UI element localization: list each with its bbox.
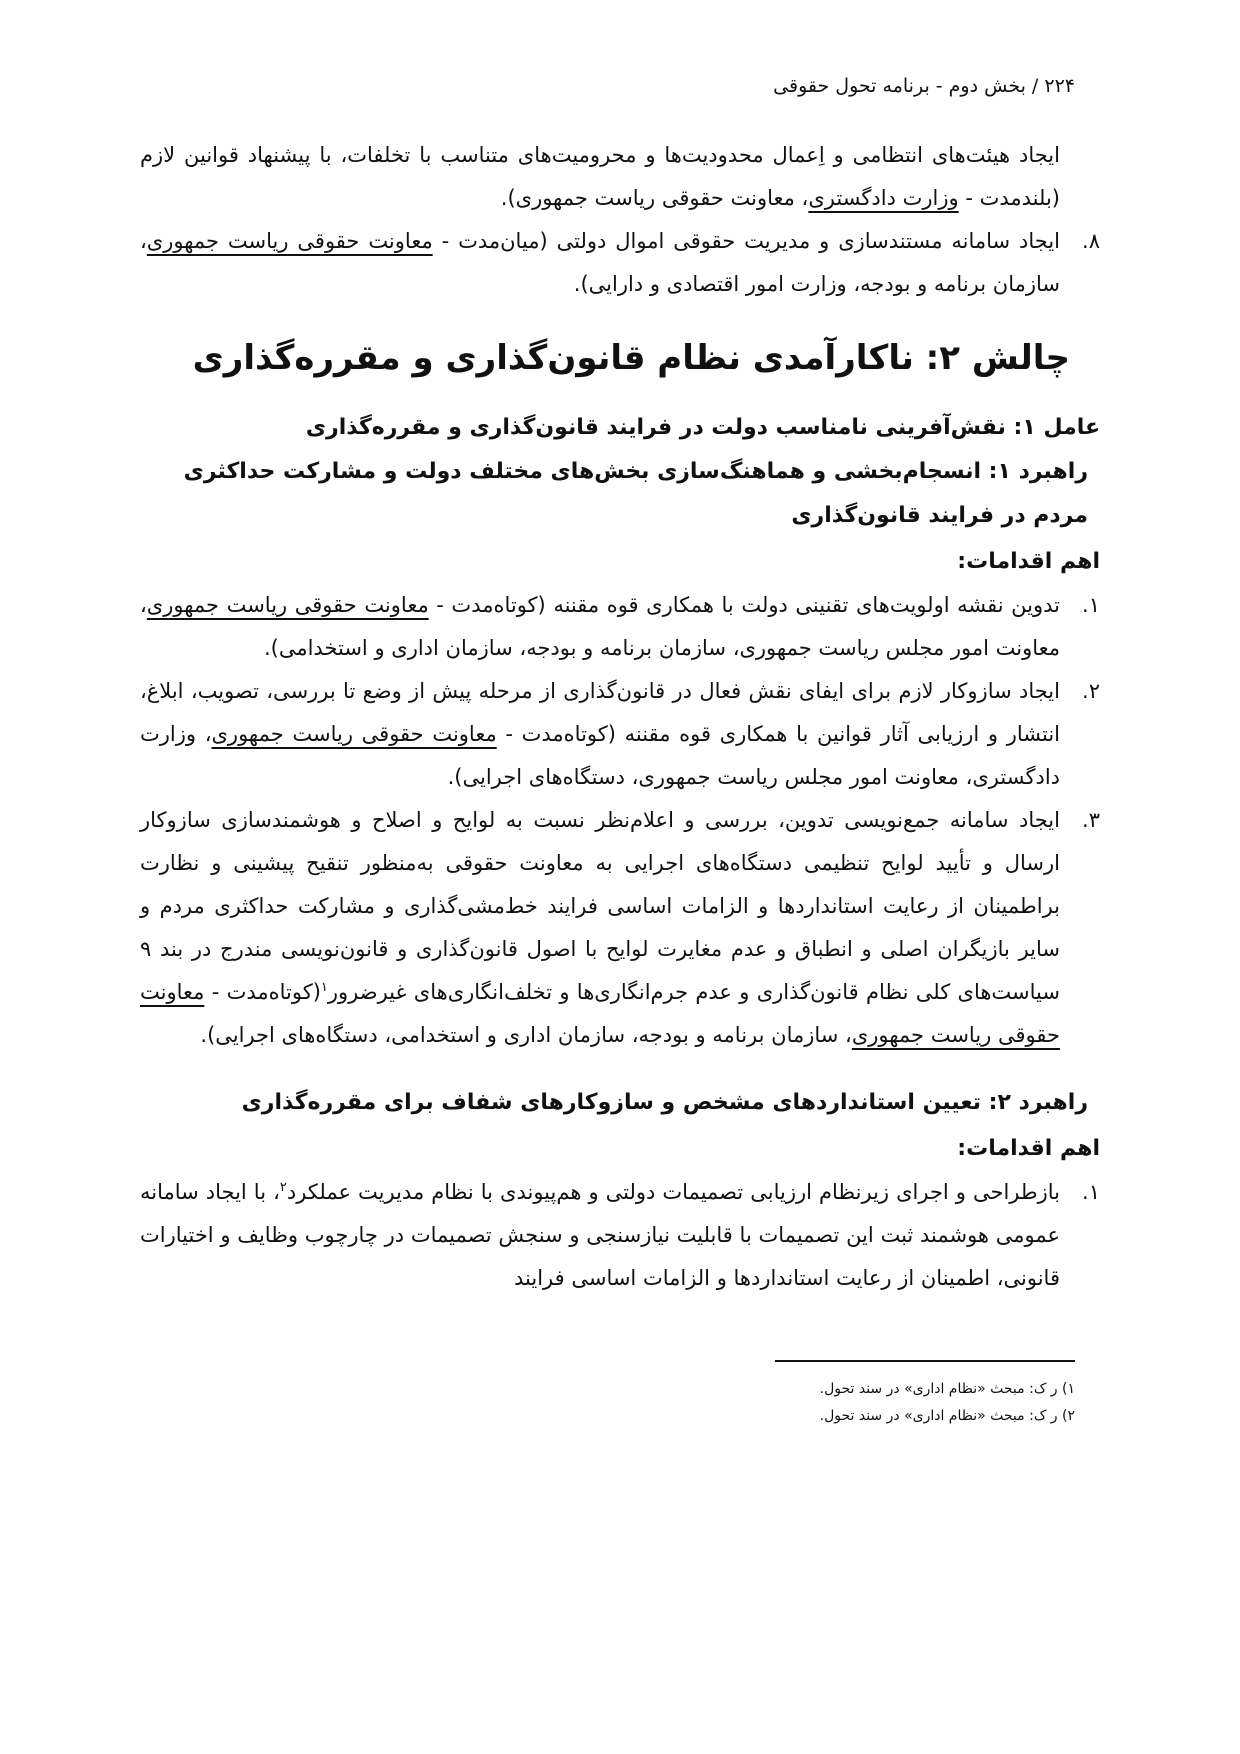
- item-text: [140, 593, 1060, 660]
- strategy-2-heading: راهبرد ۲: تعیین استانداردهای مشخص و سازوکارهای شفاف برای مقرره‌گذاری: [241, 1090, 1088, 1115]
- text-run: (کوتاه‌مدت -: [204, 980, 321, 1004]
- text-run: ، با ایجاد سامانه عمومی هوشمند ثبت این تصمیمات با قابلیت نیازسنجی و سنجش تصمیمات در چارچوب وظایف و اختیارات قانونی، اطمینان از رعایت استانداردها و الزامات اساسی فرایند: [140, 1180, 1060, 1290]
- text-run: ایجاد سامانه جمع‌نویسی تدوین، بررسی و اعلام‌نظر نسبت به لوایح و اصلاح و هوشمندسازی سازوکار ارسال و تأیید لوایح تنظیمی دستگاه‌های اجرایی به معاونت حقوقی به‌منظور تنقیح پیشینی و نظارت براطمینان از رعایت استانداردها و الزامات اساسی فرایند خط‌مشی‌گذاری و مشارکت حداکثری مردم و سایر بازیگران اصلی و انطباق و عدم مغایرت لوایح با اصول قانون‌گذاری و قانون‌نویسی مندرج در بند ۹ سیاست‌های کلی نظام قانون‌گذاری و عدم جرم‌انگاری‌ها و تخلف‌انگاری‌های غیرضرور: [140, 808, 1060, 1004]
- text-run: ، سازمان برنامه و بودجه، وزارت امور اقتصادی و دارایی).: [140, 229, 1060, 296]
- item-number: ۳.: [1082, 808, 1100, 832]
- item-text: [140, 808, 1060, 1047]
- item-number: ۲.: [1082, 679, 1100, 703]
- intro-item-7-continuation: [140, 134, 1100, 220]
- intro-item-8: [140, 220, 1100, 306]
- action-item: [140, 799, 1100, 1057]
- footnote-divider: [775, 1360, 1075, 1362]
- strategy-1-heading: راهبرد ۱: انسجام‌بخشی و هماهنگ‌سازی بخش‌های مختلف دولت و مشارکت حداکثری مردم در فرایند قانون‌گذاری: [183, 459, 1088, 528]
- challenge-title: چالش ۲: ناکارآمدی نظام قانون‌گذاری و مقرره‌گذاری: [192, 338, 1070, 378]
- text-run: تدوین نقشه اولویت‌های تقنینی دولت با همکاری قوه مقننه (کوتاه‌مدت -: [428, 593, 1060, 617]
- item-text: [140, 229, 1060, 296]
- item-text: [140, 1180, 1060, 1290]
- text-run: ایجاد سازوکار لازم برای ایفای نقش فعال در قانون‌گذاری از مرحله پیش از وضع تا بررسی، تصویب، ابلاغ، انتشار و ارزیابی آثار قوانین با همکاری قوه مقننه (کوتاه‌مدت -: [140, 679, 1060, 746]
- underlined-org: معاونت حقوقی ریاست جمهوری: [211, 722, 497, 746]
- underlined-org: معاونت حقوقی ریاست جمهوری: [146, 229, 433, 253]
- actions-label-2: اهم اقدامات:: [957, 1136, 1100, 1161]
- footnote-2: ۲) ر ک: مبحث «نظام اداری» در سند تحول.: [819, 1408, 1075, 1424]
- running-header: [140, 72, 1100, 100]
- item-number: ۸.: [1082, 229, 1100, 253]
- text-run: ایجاد هیئت‌های انتظامی و اِعمال محدودیت‌ها و محرومیت‌های متناسب با تخلفات، با پیشنهاد قوانین لازم (بلندمدت -: [140, 143, 1060, 210]
- footnote-1: ۱) ر ک: مبحث «نظام اداری» در سند تحول.: [819, 1381, 1075, 1397]
- text-run: ، معاونت امور مجلس ریاست جمهوری، سازمان برنامه و بودجه، سازمان اداری و استخدامی).: [140, 593, 1060, 660]
- text-run: ، وزارت دادگستری، معاونت امور مجلس ریاست جمهوری، دستگاه‌های اجرایی).: [140, 722, 1060, 789]
- factor-heading: عامل ۱: نقش‌آفرینی نامناسب دولت در فرایند قانون‌گذاری و مقرره‌گذاری: [305, 415, 1100, 440]
- underlined-org: معاونت حقوقی ریاست جمهوری: [140, 980, 1060, 1047]
- item-number: ۱.: [1082, 593, 1100, 617]
- text-run: ، معاونت حقوقی ریاست جمهوری).: [500, 186, 809, 210]
- strategy-2-actions: [140, 1171, 1100, 1300]
- action-item: [140, 670, 1100, 799]
- item-number: ۱.: [1082, 1180, 1100, 1204]
- header-title: / بخش دوم - برنامه تحول حقوقی: [773, 75, 1039, 97]
- text-run: بازطراحی و اجرای زیرنظام ارزیابی تصمیمات دولتی و هم‌پیوندی با نظام مدیریت عملکرد: [286, 1180, 1060, 1204]
- strategy-1-actions: [140, 584, 1100, 1057]
- text-run: ، سازمان برنامه و بودجه، سازمان اداری و استخدامی، دستگاه‌های اجرایی).: [200, 1023, 852, 1047]
- underlined-org: وزارت دادگستری: [808, 186, 959, 210]
- footnote-ref: ۲: [279, 1180, 287, 1195]
- actions-label-1: اهم اقدامات:: [957, 549, 1100, 574]
- footnote-ref: ۱: [320, 980, 328, 995]
- action-item: [140, 584, 1100, 670]
- underlined-org: معاونت حقوقی ریاست جمهوری: [146, 593, 429, 617]
- item-text: [140, 679, 1060, 789]
- action-item: [140, 1171, 1100, 1300]
- footnotes: [140, 1360, 1100, 1430]
- text-run: ایجاد سامانه مستندسازی و مدیریت حقوقی اموال دولتی (میان‌مدت -: [432, 229, 1060, 253]
- page-number: ۲۲۴: [1044, 75, 1075, 97]
